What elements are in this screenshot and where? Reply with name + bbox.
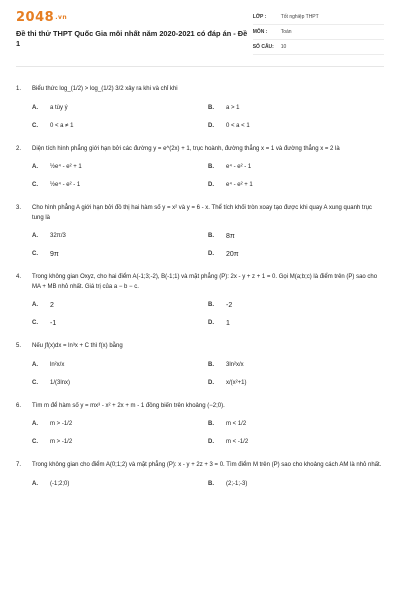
meta-value: Tốt nghiệp THPT [280,14,319,20]
option-label: A. [32,233,38,239]
option-label: C. [32,182,38,188]
option-value: (2;-1;-3) [226,480,248,487]
exam-title: Đề thi thử THPT Quốc Gia môi nhất năm 2020-2021 có đáp án - Đề 1 [16,29,248,48]
option-d[interactable] [208,180,384,190]
question-text: Biểu thức log_(1/2) > log_(1/2) 3/2 xảy ra khi và chỉ khi [32,86,178,92]
question-number: 3. [16,205,22,211]
option-label: C. [32,439,38,445]
question-number: 2. [16,145,22,152]
option-a[interactable] [32,419,208,429]
question-number: 6. [16,402,22,409]
option-label: D. [208,251,214,257]
option-label: A. [32,421,38,427]
option-value: m > -1/2 [50,439,73,445]
option-value: 1 [226,319,230,327]
option-value: -2 [226,301,233,309]
question-text: Trong không gian cho điểm A(0;1;2) và mặt phẳng (P): x - y + 2z + 3 = 0. Tìm điểm M trên (P) sao cho khoảng cách AM là nhỏ nhất. [32,462,382,468]
option-c[interactable] [32,121,208,131]
meta-value: Toán [280,29,292,35]
option-value: (-1;2;0) [50,480,70,487]
meta-label: LỚP : [252,14,267,20]
option-label: D. [208,182,214,188]
option-value: m < -1/2 [226,439,249,445]
option-value: m < 1/2 [226,421,247,427]
option-label: D. [208,320,214,326]
option-label: B. [208,164,214,170]
option-b[interactable] [208,300,384,310]
option-value: x/(x²+1) [226,379,247,386]
question-6 [16,402,384,448]
option-label: D. [208,379,214,386]
option-d[interactable] [208,378,384,388]
question-text: Nếu ∫f(x)dx = ln³x + C thì f(x) bằng [32,343,123,349]
site-logo[interactable] [16,10,253,25]
question-number: 5. [16,343,22,349]
option-value: 0 < a < 1 [226,122,250,129]
option-b[interactable] [208,162,384,172]
option-value: 3ln²x/x [226,361,244,368]
option-b[interactable] [208,231,384,241]
option-label: B. [208,302,214,308]
question-7 [16,461,384,489]
option-d[interactable] [208,121,384,131]
logo-text: 2048 [16,10,55,25]
question-text: Cho hình phẳng A giới hạn bởi đồ thị hai hàm số y = x² và y = 6 - x. Thể tích khối tròn xoay tạo được khi quay A xung quanh trục tung là [32,205,372,221]
option-label: B. [208,104,214,111]
option-label: A. [32,361,38,368]
question-number: 1. [16,86,22,92]
option-d[interactable] [208,249,384,259]
option-a[interactable] [32,300,208,310]
option-value: ½e⁴ - e² - 1 [50,182,81,188]
option-label: C. [32,122,38,129]
logo-suffix: .vn [55,14,68,21]
question-1 [16,85,384,131]
option-label: A. [32,302,38,308]
option-value: m > -1/2 [50,421,73,427]
exam-header [16,10,384,67]
option-value: a > 1 [226,104,240,111]
option-a[interactable] [32,231,208,241]
option-d[interactable] [208,318,384,328]
option-a[interactable] [32,162,208,172]
option-c[interactable] [32,180,208,190]
meta-label: MÔN : [252,29,268,35]
question-4 [16,273,384,328]
option-c[interactable] [32,318,208,328]
option-value: 0 < a ≠ 1 [50,122,74,129]
option-label: B. [208,421,214,427]
option-label: B. [208,233,214,239]
option-b[interactable] [208,479,384,489]
question-number: 7. [16,462,22,468]
question-text: Diện tích hình phẳng giới hạn bởi các đường y = e^(2x) + 1, trục hoành, đường thẳng x = 1 và đường thẳng x = 2 là [32,145,340,152]
option-b[interactable] [208,103,384,113]
option-value: a tùy ý [50,104,68,111]
meta-value: 10 [280,44,287,50]
option-label: C. [32,320,38,326]
meta-row-class [253,10,384,25]
option-a[interactable] [32,479,208,489]
option-label: A. [32,104,38,111]
option-b[interactable] [208,360,384,370]
option-value: 20π [226,250,239,258]
option-c[interactable] [32,249,208,259]
question-3 [16,204,384,259]
question-text: Tìm m để hàm số y = mx³ - x² + 2x + m - 1 đồng biến trên khoảng (−2;0). [32,402,225,409]
option-a[interactable] [32,103,208,113]
header-left [16,10,253,49]
option-d[interactable] [208,437,384,447]
meta-row-count [253,40,384,55]
option-label: A. [32,480,38,487]
exam-meta [253,10,384,55]
question-2 [16,145,384,191]
option-value: 8π [226,232,235,240]
option-value: e⁴ - e² - 1 [226,164,252,170]
option-value: 9π [50,250,59,258]
option-label: A. [32,164,38,170]
option-value: 1/(3lnx) [50,379,71,386]
meta-row-subject [253,25,384,40]
option-label: B. [208,480,214,487]
option-value: -1 [50,319,57,327]
option-a[interactable] [32,360,208,370]
option-value: ln²x/x [50,361,65,368]
option-label: D. [208,439,214,445]
option-value: 2 [50,301,54,309]
option-label: C. [32,379,38,386]
option-value: ½e⁴ - e² + 1 [50,164,82,170]
option-value: 32π/3 [50,233,66,239]
option-c[interactable] [32,437,208,447]
option-value: e⁴ - e² + 1 [226,182,253,188]
option-b[interactable] [208,419,384,429]
question-number: 4. [16,274,22,280]
option-label: C. [32,251,38,257]
question-5 [16,342,384,388]
meta-label: SỐ CÂU: [252,44,274,50]
option-label: B. [208,361,214,368]
question-text: Trong không gian Oxyz, cho hai điểm A(-1;3;-2), B(-1;1) và mặt phẳng (P): 2x - y + z + 1 = 0. Gọi M(a;b;c) là điểm trên (P) sao cho MA + MB nhỏ nhất. Giá trị của a − b − c. [32,274,378,290]
option-c[interactable] [32,378,208,388]
option-label: D. [208,122,214,129]
